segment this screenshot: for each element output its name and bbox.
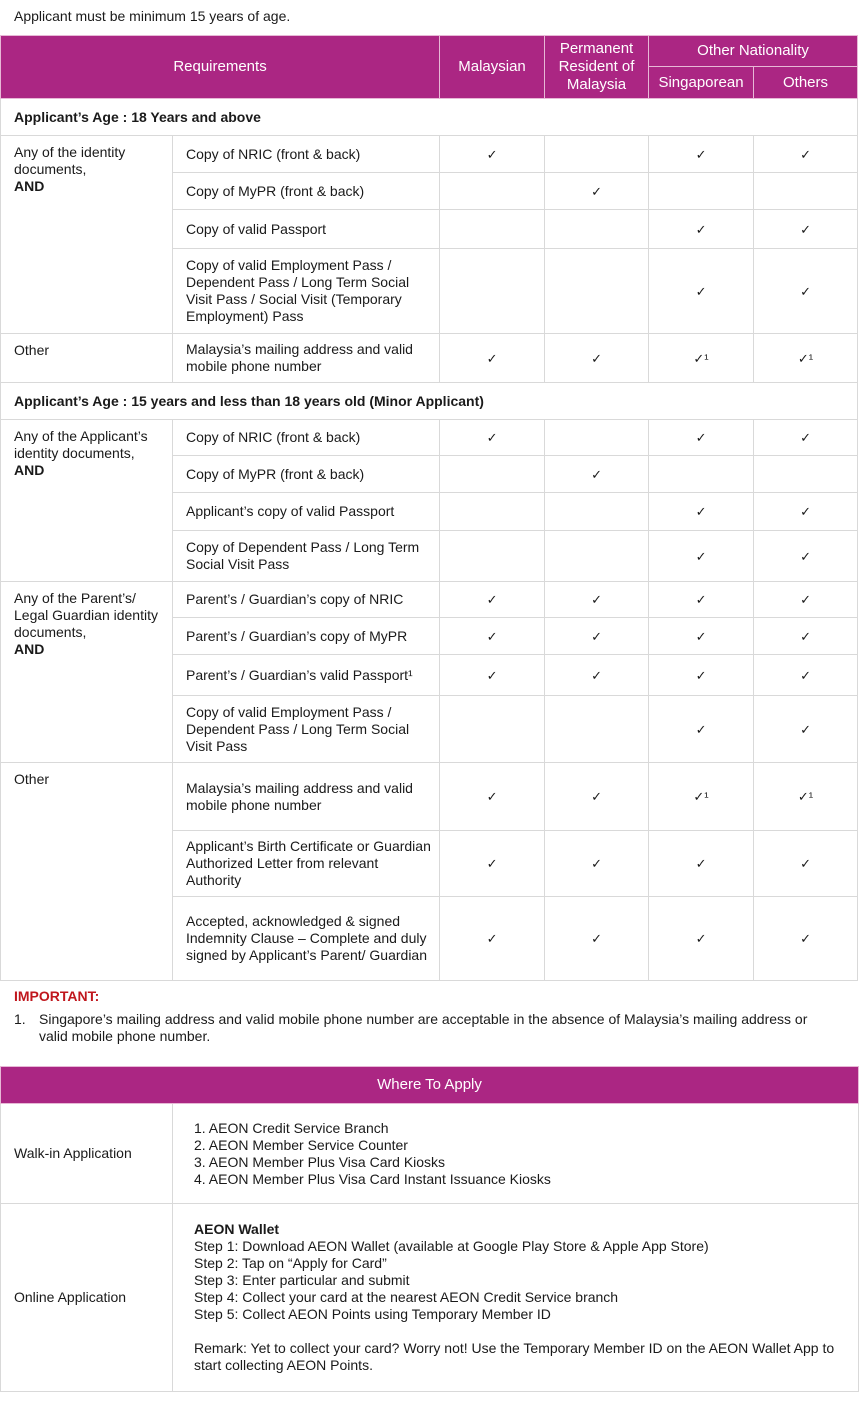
group-label [1,420,173,582]
note-number: 1. [14,1011,26,1027]
header-permanent-resident: Permanent Resident of Malaysia [545,36,649,99]
empty-cell [545,210,649,249]
header-other-nationality: Other Nationality [649,36,858,67]
requirement-item: Applicant’s copy of valid Passport [173,493,440,531]
online-remark: Remark: Yet to collect your card? Worry not! Use the Temporary Member ID on the AEON Wallet App to start collecting AEON Points. [194,1340,835,1373]
header-others: Others [754,67,858,99]
requirement-item: Applicant’s Birth Certificate or Guardian Authorized Letter from relevant Authority [173,831,440,897]
walk-in-item: 2. AEON Member Service Counter [194,1136,408,1153]
requirement-item: Parent’s / Guardian’s copy of NRIC [173,582,440,618]
where-to-apply-header: Where To Apply [1,1067,859,1104]
requirement-item: Parent’s / Guardian’s copy of MyPR [173,618,440,655]
check-icon: ✓ [649,210,754,249]
section-title: Applicant’s Age : 18 Years and above [1,99,858,136]
check-icon: ✓ [440,582,545,618]
walk-in-item: 3. AEON Member Plus Visa Card Kiosks [194,1153,446,1170]
check-icon: ✓ [754,582,858,618]
check-icon: ✓ [440,831,545,897]
empty-cell [649,173,754,210]
check-icon: ✓ [649,696,754,763]
empty-cell [545,531,649,582]
where-to-apply-table [0,1066,859,1392]
empty-cell [440,210,545,249]
check-icon: ✓ [649,655,754,696]
check-icon: ✓ [545,334,649,383]
requirement-item: Copy of Dependent Pass / Long Term Social Visit Pass [173,531,440,582]
header-requirements: Requirements [1,36,440,99]
empty-cell [440,249,545,334]
check-icon: ✓ [754,897,858,981]
check-icon: ✓ [440,763,545,831]
check-icon: ✓ [754,618,858,655]
group-label [1,582,173,763]
empty-cell [440,696,545,763]
check-icon: ✓ [754,531,858,582]
check-icon: ✓ [754,493,858,531]
check-icon: ✓ [649,582,754,618]
requirement-row [1,763,858,831]
check-icon: ✓ [545,655,649,696]
check-icon: ✓ [545,763,649,831]
requirement-item: Copy of MyPR (front & back) [173,173,440,210]
section-row [1,99,858,136]
header-singaporean: Singaporean [649,67,754,99]
group-label-text: Any of the Applicant’s identity documents, [14,428,148,461]
online-label: Online Application [1,1204,173,1392]
requirements-table [0,35,858,981]
online-step: Step 1: Download AEON Wallet (available at Google Play Store & Apple App Store) [194,1238,709,1254]
check-icon: ✓ [440,334,545,383]
walk-in-item: 4. AEON Member Plus Visa Card Instant Issuance Kiosks [194,1170,551,1187]
check-icon: ✓ [754,420,858,456]
requirement-item: Copy of valid Employment Pass / Dependent Pass / Long Term Social Visit Pass / Social Visit (Temporary Employment) Pass [173,249,440,334]
requirement-item: Copy of NRIC (front & back) [173,136,440,173]
walk-in-row [1,1104,859,1204]
empty-cell [440,531,545,582]
empty-cell [649,456,754,493]
check-icon: ✓ [649,618,754,655]
empty-cell [545,249,649,334]
online-step: Step 3: Enter particular and submit [194,1272,410,1288]
empty-cell [440,493,545,531]
requirement-item: Copy of NRIC (front & back) [173,420,440,456]
group-label-and: AND [14,462,45,478]
group-label-text: Other [14,342,50,358]
empty-cell [440,173,545,210]
group-label [1,136,173,334]
empty-cell [545,493,649,531]
walk-in-list [194,1120,838,1188]
check-icon: ✓ [545,173,649,210]
walk-in-item: 1. AEON Credit Service Branch [194,1119,389,1136]
check-icon: ✓ [545,456,649,493]
group-label [1,763,173,981]
section-title: Applicant’s Age : 15 years and less than 18 years old (Minor Applicant) [1,383,858,420]
check-icon: ✓ [649,420,754,456]
check-icon: ✓ [440,655,545,696]
requirement-row [1,420,858,456]
walk-in-content [173,1104,859,1204]
check-icon: ✓¹ [649,334,754,383]
requirement-item: Malaysia’s mailing address and valid mobile phone number [173,334,440,383]
check-icon: ✓ [754,249,858,334]
check-icon: ✓¹ [754,763,858,831]
empty-cell [545,420,649,456]
requirements-body [1,99,858,981]
requirement-item: Copy of valid Employment Pass / Dependent Pass / Long Term Social Visit Pass [173,696,440,763]
check-icon: ✓ [440,420,545,456]
requirement-item: Parent’s / Guardian’s valid Passport¹ [173,655,440,696]
group-label [1,334,173,383]
check-icon: ✓ [754,136,858,173]
header-malaysian: Malaysian [440,36,545,99]
group-label-text: Other [14,771,50,787]
check-icon: ✓ [649,136,754,173]
empty-cell [545,696,649,763]
group-label-text: Any of the identity documents, [14,144,126,177]
check-icon: ✓ [545,582,649,618]
check-icon: ✓ [649,897,754,981]
check-icon: ✓ [754,210,858,249]
online-row [1,1204,859,1392]
online-step: Step 4: Collect your card at the nearest AEON Credit Service branch [194,1289,619,1305]
empty-cell [440,456,545,493]
walk-in-label: Walk-in Application [1,1104,173,1204]
online-content [173,1204,859,1392]
requirement-item: Copy of valid Passport [173,210,440,249]
online-title: AEON Wallet [194,1221,280,1237]
requirement-item: Malaysia’s mailing address and valid mobile phone number [173,763,440,831]
check-icon: ✓ [754,696,858,763]
requirement-row [1,136,858,173]
online-step: Step 2: Tap on “Apply for Card” [194,1255,387,1271]
requirement-row [1,334,858,383]
check-icon: ✓ [440,618,545,655]
check-icon: ✓ [649,249,754,334]
check-icon: ✓ [649,531,754,582]
check-icon: ✓¹ [649,763,754,831]
requirement-row [1,582,858,618]
empty-cell [754,456,858,493]
check-icon: ✓ [545,897,649,981]
requirement-item: Accepted, acknowledged & signed Indemnity Clause – Complete and duly signed by Applicant’s Parent/ Guardian [173,897,440,981]
check-icon: ✓ [754,655,858,696]
requirement-item: Copy of MyPR (front & back) [173,456,440,493]
section-row [1,383,858,420]
note-text: Singapore’s mailing address and valid mobile phone number are acceptable in the absence of Malaysia’s mailing address or valid mobile phone number. [39,1011,808,1044]
check-icon: ✓ [649,831,754,897]
online-step: Step 5: Collect AEON Points using Temporary Member ID [194,1306,551,1322]
check-icon: ✓¹ [754,334,858,383]
group-label-and: AND [14,178,45,194]
intro-text: Applicant must be minimum 15 years of age. [14,8,291,24]
check-icon: ✓ [440,136,545,173]
check-icon: ✓ [440,897,545,981]
group-label-text: Any of the Parent’s/ Legal Guardian identity documents, [14,590,158,640]
check-icon: ✓ [545,831,649,897]
important-note [14,1011,814,1045]
empty-cell [545,136,649,173]
group-label-and: AND [14,641,45,657]
check-icon: ✓ [545,618,649,655]
check-icon: ✓ [649,493,754,531]
important-label: IMPORTANT: [14,988,100,1004]
empty-cell [754,173,858,210]
check-icon: ✓ [754,831,858,897]
